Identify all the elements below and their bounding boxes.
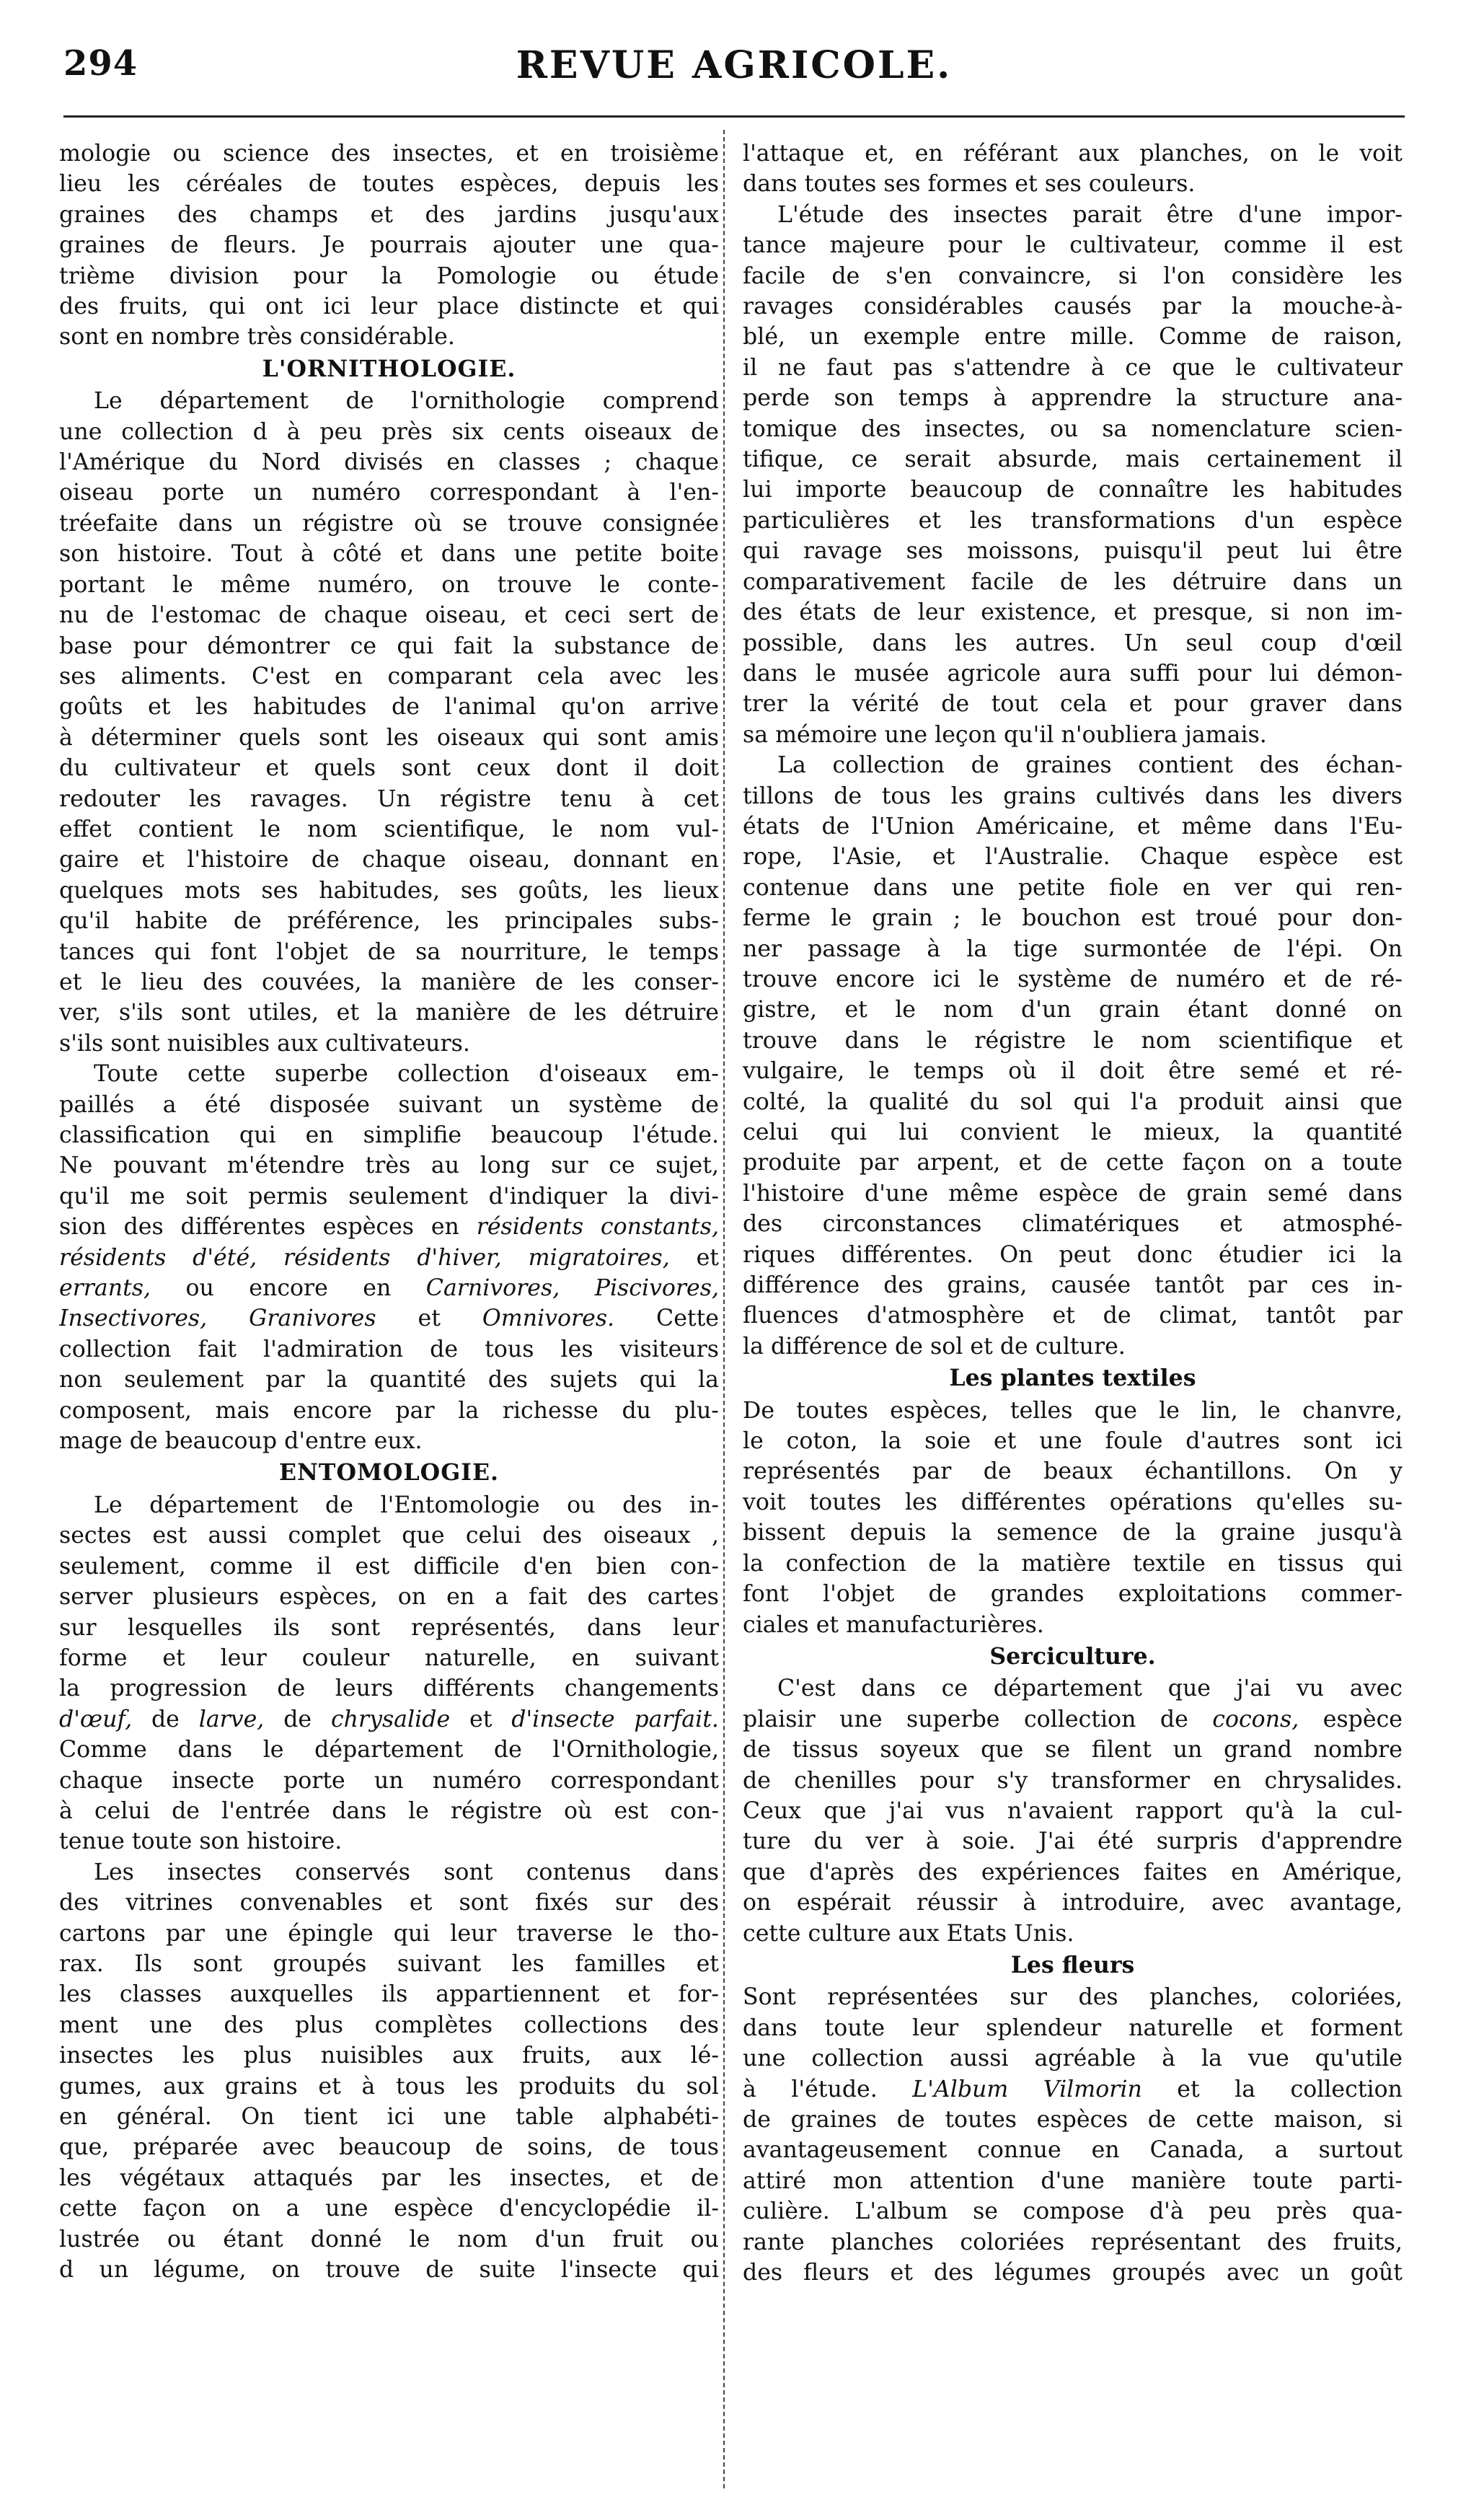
page-header <box>63 43 1405 94</box>
heading-serciculture: Serciculture. <box>989 1642 1156 1670</box>
text-line: paillés a été disposée suivant un système de <box>59 1091 719 1118</box>
text-line: tifique, ce serait absurde, mais certainement il <box>743 446 1403 473</box>
text-line: oiseau porte un numéro correspondant à l'en- <box>59 480 719 506</box>
text-line: produite par arpent, et de cette façon on a toute <box>743 1150 1403 1176</box>
text-line: à celui de l'entrée dans le régistre où est con- <box>59 1797 719 1824</box>
ornith-text: sion des différentes espèces en <box>59 1214 477 1241</box>
text-line: sont en nombre très considérable. <box>59 324 455 351</box>
ornith-cette: Cette <box>614 1305 719 1332</box>
header-rule <box>63 115 1405 118</box>
text-line: seulement, comme il est difficile d'en bien con- <box>59 1553 719 1580</box>
text-line: facile de s'en convaincre, si l'on considère les <box>743 263 1403 289</box>
text-line: la confection de la matière textile en tissus qui <box>743 1550 1403 1577</box>
text-line: goûts et les habitudes de l'animal qu'on arrive <box>59 694 719 721</box>
text-line: comparativement facile de les détruire dans un <box>743 568 1403 595</box>
text-line: gumes, aux grains et à tous les produits du sol <box>59 2073 719 2100</box>
text-line: dans toute leur splendeur naturelle et forment <box>743 2014 1403 2041</box>
text-line: forme et leur couleur naturelle, en suivant <box>59 1644 719 1671</box>
ento-chrysalide: chrysalide <box>330 1706 451 1732</box>
text-line: mologie ou science des insectes, et en troisième <box>59 141 719 167</box>
text-line: sa mémoire une leçon qu'il n'oubliera jamais. <box>743 721 1267 748</box>
text-line: sectes est aussi complet que celui des oiseaux , <box>59 1523 719 1549</box>
text-line: Sont représentées sur des planches, coloriées, <box>743 1984 1403 2011</box>
ornith-italic-5: Insectivores, Granivores <box>59 1305 376 1332</box>
text-line: les classes auxquelles ils appartiennent et for- <box>59 1981 719 2008</box>
serici-line-1: C'est dans ce département que j'ai vu avec <box>777 1675 1403 1702</box>
ento-insecte: d'insecte parfait. <box>511 1706 719 1732</box>
text-line: lustrée ou étant donné le nom d'un fruit ou <box>59 2226 719 2253</box>
text-line: tance majeure pour le cultivateur, comme il est <box>743 232 1403 259</box>
page-number: 294 <box>63 43 138 84</box>
text-line: contenue dans une petite fiole en ver qui ren- <box>743 874 1403 901</box>
ornithologie-paragraph-1 <box>59 386 719 1059</box>
text-line: son histoire. Tout à côté et dans une petite boite <box>59 541 719 568</box>
text-line: particulières et les transformations d'un espèce <box>743 507 1403 534</box>
text-line: celui qui lui convient le mieux, la quantité <box>743 1119 1403 1145</box>
text-line: tomique des insectes, ou sa nomenclature scien- <box>743 415 1403 442</box>
text-line: des circonstances climatériques et atmosphé- <box>743 1211 1403 1238</box>
text-line: composent, mais encore par la richesse du plu- <box>59 1397 719 1424</box>
text-line: rax. Ils sont groupés suivant les familles et <box>59 1950 719 1977</box>
text-line: qu'il habite de préférence, les principales subs- <box>59 908 719 935</box>
text-line: tillons de tous les grains cultivés dans les divers <box>743 783 1403 809</box>
text-line: la progression de leurs différents changements <box>59 1675 719 1702</box>
text-line: la différence de sol et de culture. <box>743 1333 1126 1360</box>
text-line: en général. On tient ici une table alphabéti- <box>59 2104 719 2130</box>
text-line: que d'après des expériences faites en Amérique, <box>743 1859 1403 1885</box>
text-line: dans toutes ses formes et ses couleurs. <box>743 171 1196 198</box>
entomologie-paragraph-2 <box>59 1857 719 2286</box>
text-line: rope, l'Asie, et l'Australie. Chaque espèce est <box>743 844 1403 871</box>
text-line: L'étude des insectes parait être d'une impor- <box>777 201 1403 228</box>
text-line: états de l'Union Américaine, et même dans l'Eu- <box>743 813 1403 840</box>
graines-paragraph <box>743 750 1403 1362</box>
text-line: base pour démontrer ce qui fait la substance de <box>59 633 719 659</box>
text-line: l'attaque et, en référant aux planches, on le voit <box>743 141 1403 167</box>
text-line: insectes les plus nuisibles aux fruits, aux lé- <box>59 2043 719 2069</box>
text-line: tances qui font l'objet de sa nourriture, le temps <box>59 938 719 965</box>
text-line: du cultivateur et quels sont ceux dont il doit <box>59 755 719 782</box>
text-line: de chenilles pour s'y transformer en chrysalides. <box>743 1767 1403 1794</box>
text-line: les végétaux attaqués par les insectes, et de <box>59 2165 719 2191</box>
column-divider <box>723 130 725 2488</box>
text-line: collection fait l'admiration de tous les visiteurs <box>59 1336 719 1362</box>
text-line: représentés par de beaux échantillons. On y <box>743 1458 1403 1485</box>
ornith-italic-2: résidents d'été, résidents d'hiver, migratoires, <box>59 1244 670 1271</box>
ornith-italic-4: Carnivores, Piscivores, <box>425 1275 719 1302</box>
textiles-paragraph <box>743 1396 1403 1640</box>
text-line: lui importe beaucoup de connaître les habitudes <box>743 477 1403 503</box>
text-line: attiré mon attention d'une manière toute parti- <box>743 2167 1403 2194</box>
text-line: dans le musée agricole aura suffi pour lui démon- <box>743 660 1403 687</box>
text-line: font l'objet de grandes exploitations commer- <box>743 1581 1403 1608</box>
serciculture-paragraph <box>743 1673 1403 1949</box>
text-line: l'Amérique du Nord divisés en classes ; chaque <box>59 449 719 476</box>
fleurs-text-2: et la collection <box>1141 2076 1403 2102</box>
text-line: vulgaire, le temps où il doit être semé et ré- <box>743 1058 1403 1085</box>
text-line: graines des champs et des jardins jusqu'aux <box>59 201 719 228</box>
text-line: et le lieu des couvées, la manière de les conser- <box>59 969 719 995</box>
text-line: gistre, et le nom d'un grain étant donné on <box>743 997 1403 1023</box>
text-line: ses aliments. C'est en comparant cela avec les <box>59 663 719 690</box>
text-line: colté, la qualité du sol qui l'a produit ainsi que <box>743 1088 1403 1115</box>
text-line: ture du ver à soie. J'ai été surpris d'apprendre <box>743 1828 1403 1855</box>
text-line: lieu les céréales de toutes espèces, depuis les <box>59 171 719 198</box>
ornith-italic-6: Omnivores. <box>482 1305 615 1332</box>
left-column <box>59 138 719 2285</box>
text-line: l'histoire d'une même espèce de grain semé dans <box>743 1180 1403 1207</box>
text-line: trouve dans le régistre le nom scientifique et <box>743 1027 1403 1054</box>
heading-entomologie: ENTOMOLOGIE. <box>278 1459 500 1487</box>
text-line: fluences d'atmosphère et de climat, tantôt par <box>743 1303 1403 1329</box>
text-line: De toutes espèces, telles que le lin, le chanvre, <box>743 1397 1403 1424</box>
text-line: à déterminer quels sont les oiseaux qui sont amis <box>59 724 719 751</box>
text-line: qui ravage ses moissons, puisqu'il peut lui être <box>743 538 1403 565</box>
text-line: cette façon on a une espèce d'encyclopédie il- <box>59 2196 719 2222</box>
text-line: perde son temps à apprendre la structure ana- <box>743 385 1403 412</box>
text-line: trième division pour la Pomologie ou étude <box>59 263 719 289</box>
text-line: blé, un exemple entre mille. Comme de raison, <box>743 324 1403 351</box>
ornith-italic-3: errants, <box>59 1275 151 1302</box>
serici-cocons: cocons, <box>1212 1706 1299 1732</box>
text-line: cette culture aux Etats Unis. <box>743 1920 1074 1947</box>
text-line: on espérait réussir à introduire, avec avantage, <box>743 1890 1403 1916</box>
text-line: redouter les ravages. Un régistre tenu à cet <box>59 785 719 812</box>
text-line: tenue toute son histoire. <box>59 1828 343 1855</box>
text-line: graines de fleurs. Je pourrais ajouter une qua- <box>59 232 719 259</box>
text-line: classification qui en simplifie beaucoup l'étude. <box>59 1122 719 1148</box>
text-line: d un légume, on trouve de suite l'insecte qui <box>59 2257 719 2284</box>
text-line: Ne pouvant m'étendre très au long sur ce sujet, <box>59 1153 719 1179</box>
text-line: portant le même numéro, on trouve le conte- <box>59 571 719 598</box>
text-line: chaque insecte porte un numéro correspondant <box>59 1767 719 1794</box>
ornith-et: et <box>669 1244 719 1271</box>
text-line: Comme dans le département de l'Ornithologie, <box>59 1737 719 1763</box>
text-line: ver, s'ils sont utiles, et la manière de les détruire <box>59 1000 719 1026</box>
text-line: possible, dans les autres. Un seul coup d'œil <box>743 630 1403 656</box>
ento-de-1: de <box>132 1706 199 1732</box>
ento-larve: larve, <box>198 1706 265 1732</box>
ornithologie-paragraph-2 <box>59 1059 719 1456</box>
text-line: ravages considérables causés par la mouche-à- <box>743 294 1403 320</box>
text-line: cartons par une épingle qui leur traverse le tho- <box>59 1920 719 1947</box>
text-line: qu'il me soit permis seulement d'indiquer la divi- <box>59 1183 719 1210</box>
text-line: une collection d à peu près six cents oiseaux de <box>59 418 719 445</box>
text-line: trouve encore ici le système de numéro et de ré- <box>743 966 1403 992</box>
fleurs-album: L'Album Vilmorin <box>912 2076 1142 2102</box>
journal-title: REVUE AGRICOLE. <box>516 43 953 87</box>
text-line: le coton, la soie et une foule d'autres sont ici <box>743 1428 1403 1455</box>
entomologie-paragraph-1 <box>59 1490 719 1857</box>
text-line: voit toutes les différentes opérations qu'elles su- <box>743 1489 1403 1515</box>
text-line: bissent depuis la semence de la graine jusqu'à <box>743 1520 1403 1546</box>
text-line: non seulement par la quantité des sujets qui la <box>59 1367 719 1393</box>
text-line: rante planches coloriées représentant des fruits, <box>743 2229 1403 2255</box>
ento-de-2: de <box>264 1706 331 1732</box>
text-line: différence des grains, causée tantôt par ces in- <box>743 1272 1403 1299</box>
ento-oeuf: d'œuf, <box>59 1706 133 1732</box>
text-line: Le département de l'ornithologie comprend <box>94 388 719 415</box>
heading-ornithologie: L'ORNITHOLOGIE. <box>262 355 516 382</box>
text-line: ment une des plus complètes collections des <box>59 2012 719 2038</box>
intro-paragraph <box>59 138 719 353</box>
text-line: culière. L'album se compose d'à peu près qua- <box>743 2198 1403 2225</box>
serici-text-2: espèce <box>1299 1706 1403 1732</box>
text-line: ferme le grain ; le bouchon est troué pour don- <box>743 905 1403 932</box>
text-line: Toute cette superbe collection d'oiseaux em- <box>94 1061 719 1088</box>
continuation-paragraph <box>743 138 1403 200</box>
text-line: ner passage à la tige surmontée de l'épi. On <box>743 935 1403 962</box>
text-line: gaire et l'histoire de chaque oiseau, donnant en <box>59 847 719 873</box>
text-line: s'ils sont nuisibles aux cultivateurs. <box>59 1030 470 1057</box>
text-line: une collection aussi agréable à la vue qu'utile <box>743 2046 1403 2072</box>
text-line: effet contient le nom scientifique, le nom vul- <box>59 816 719 842</box>
ento-et: et <box>450 1706 512 1732</box>
text-line: mage de beaucoup d'entre eux. <box>59 1428 423 1455</box>
etude-paragraph <box>743 200 1403 750</box>
text-line: riques différentes. On peut donc étudier ici la <box>743 1241 1403 1268</box>
ornith-italic-1: résidents constants, <box>476 1214 719 1241</box>
fleurs-text-1: à l'étude. <box>743 2076 913 2102</box>
text-line: il ne faut pas s'attendre à ce que le cultivateur <box>743 354 1403 381</box>
text-line: sur lesquelles ils sont représentés, dans leur <box>59 1614 719 1641</box>
text-line: avantageusement connue en Canada, a surtout <box>743 2137 1403 2164</box>
serici-text-1: plaisir une superbe collection de <box>743 1706 1213 1732</box>
heading-fleurs: Les fleurs <box>1010 1951 1135 1978</box>
text-line: quelques mots ses habitudes, ses goûts, les lieux <box>59 877 719 904</box>
text-line: server plusieurs espèces, on en a fait des cartes <box>59 1584 719 1611</box>
right-column <box>743 138 1403 2288</box>
ornith-ou: ou encore en <box>151 1275 426 1302</box>
text-line: ciales et manufacturières. <box>743 1611 1044 1638</box>
text-line: des fleurs et des légumes groupés avec un goût <box>743 2260 1403 2286</box>
text-line: trer la vérité de tout cela et pour graver dans <box>743 691 1403 718</box>
text-line: nu de l'estomac de chaque oiseau, et ceci sert de <box>59 602 719 629</box>
text-line: des fruits, qui ont ici leur place distincte et qui <box>59 294 719 320</box>
text-line: des vitrines convenables et sont fixés sur des <box>59 1890 719 1916</box>
text-line: tréefaite dans un régistre où se trouve consignée <box>59 510 719 537</box>
text-line: Le département de l'Entomologie ou des in- <box>94 1492 719 1518</box>
text-line: de tissus soyeux que se filent un grand nombre <box>743 1737 1403 1763</box>
text-line: Les insectes conservés sont contenus dans <box>94 1859 719 1885</box>
ornith-and: et <box>376 1305 482 1332</box>
text-line: Ceux que j'ai vus n'avaient rapport qu'à la cul- <box>743 1797 1403 1824</box>
text-line: La collection de graines contient des échan- <box>777 752 1403 779</box>
heading-plantes-textiles: Les plantes textiles <box>949 1365 1196 1392</box>
text-line: des états de leur existence, et presque, si non im- <box>743 599 1403 626</box>
fleurs-paragraph <box>743 1982 1403 2288</box>
text-line: de graines de toutes espèces de cette maison, si <box>743 2107 1403 2133</box>
text-line: que, préparée avec beaucoup de soins, de tous <box>59 2134 719 2161</box>
